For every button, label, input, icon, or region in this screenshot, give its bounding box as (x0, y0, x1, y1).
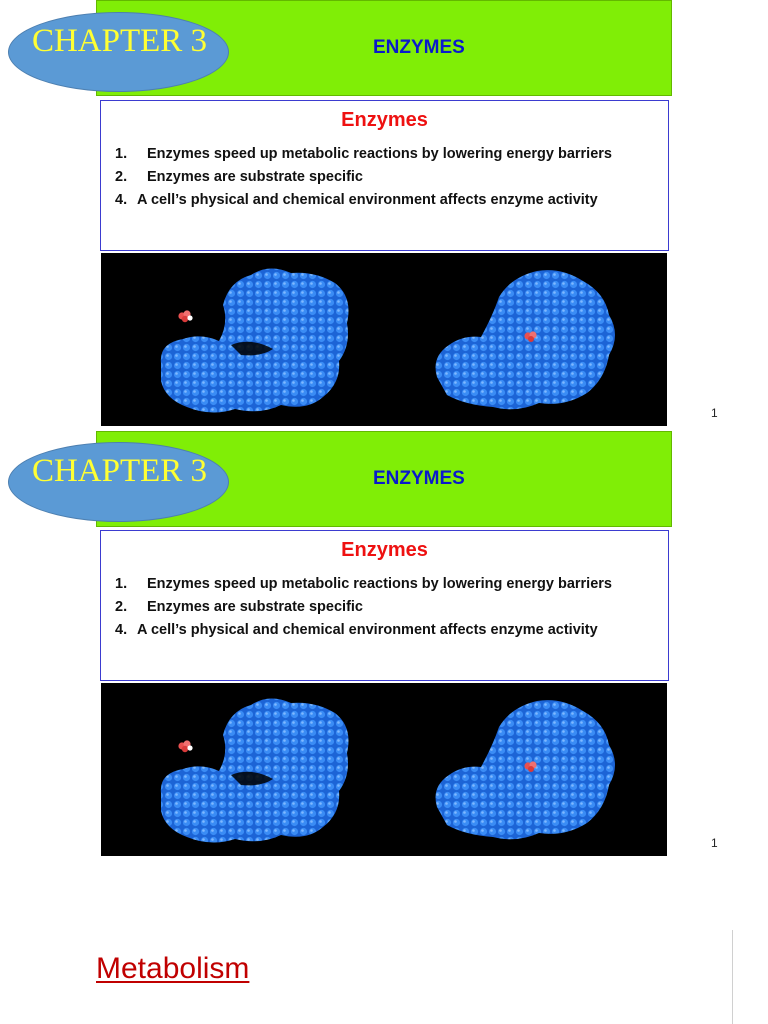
item-text: Enzymes are substrate specific (147, 169, 363, 185)
bullet-list (115, 573, 660, 642)
enzyme-molecule-illustration (101, 253, 667, 426)
item-number: 1. (115, 146, 128, 162)
item-text: Enzymes are substrate specific (147, 599, 363, 615)
enzyme-image (101, 683, 667, 856)
chapter-oval (8, 12, 229, 92)
substrate-molecule-illustration (178, 310, 192, 322)
chapter-oval (8, 442, 229, 522)
item-text: Enzymes speed up metabolic reactions by lowering energy barriers (147, 576, 612, 592)
chapter-label: CHAPTER 3 (31, 23, 208, 59)
item-number: 4. (115, 622, 128, 638)
list-item (115, 143, 660, 166)
item-number: 4. (115, 192, 128, 208)
enzyme-molecule-illustration (101, 683, 667, 856)
list-item (115, 189, 660, 212)
list-item (115, 573, 660, 596)
list-item (115, 619, 660, 642)
item-number: 2. (115, 169, 128, 185)
banner-title: ENZYMES (373, 37, 465, 58)
enzyme-image (101, 253, 667, 426)
bullet-list (115, 143, 660, 212)
content-box (100, 530, 669, 681)
content-heading: Enzymes (341, 109, 428, 131)
page-number: 1 (711, 406, 718, 420)
substrate-molecule-illustration (178, 740, 192, 752)
item-number: 2. (115, 599, 128, 615)
item-number: 1. (115, 576, 128, 592)
list-item (115, 596, 660, 619)
item-text: A cell’s physical and chemical environment affects enzyme activity (137, 192, 598, 208)
item-text: Enzymes speed up metabolic reactions by lowering energy barriers (147, 146, 612, 162)
content-box (100, 100, 669, 251)
chapter-label: CHAPTER 3 (31, 453, 208, 489)
slide-1 (0, 0, 768, 430)
banner-title: ENZYMES (373, 468, 465, 489)
slide-2 (0, 430, 768, 860)
page-number: 1 (711, 836, 718, 850)
list-item (115, 166, 660, 189)
next-slide-title: Metabolism (96, 952, 250, 985)
item-text: A cell’s physical and chemical environment affects enzyme activity (137, 622, 598, 638)
content-heading: Enzymes (341, 539, 428, 561)
divider (732, 930, 733, 1024)
